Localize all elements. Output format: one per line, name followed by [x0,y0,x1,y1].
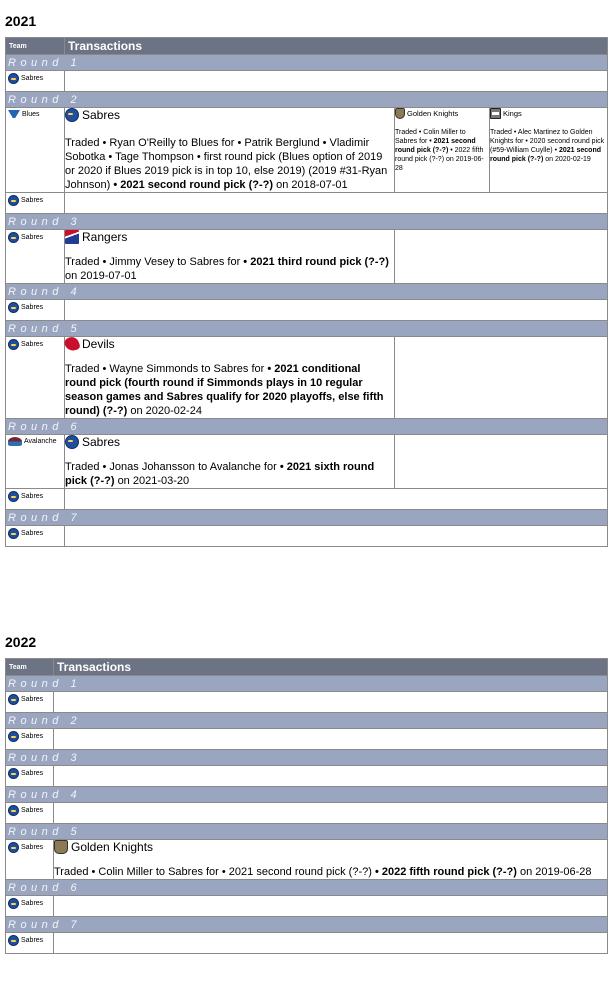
round-header [6,787,608,803]
round-header [6,824,608,840]
team-name: Sabres [21,197,44,204]
round-label: Round [8,714,63,727]
transactions-column-header: Transactions [65,38,608,55]
transaction-cell [65,108,395,193]
transaction-team: Devils [82,337,115,351]
sabres-logo-icon [8,491,19,502]
team-column-header: Team [6,659,54,676]
team-name: Sabres [21,341,44,348]
sabres-logo-icon [8,195,19,206]
transaction-pick: • 2022 fifth round pick (?-?) [374,866,517,878]
table-row [6,526,608,547]
table-row [6,71,608,92]
team-name: Sabres [21,844,44,851]
sabres-logo-icon [8,731,19,742]
transactions-table-2021 [5,37,608,547]
round-header [6,676,608,692]
transactions-table-2022 [5,658,608,954]
transaction-pick: • 2021 conditional round pick (fourth round if Simmonds plays in 10 regular season games and Sabres qualify for 2020 playoffs, else fifth round) (?-?) [65,363,384,417]
sabres-logo-icon [8,805,19,816]
round-header [6,92,608,108]
round-label: Round [8,93,63,106]
round-label: Round [8,322,63,335]
sabres-logo-icon [8,935,19,946]
round-header [6,321,608,337]
table-header [6,38,608,55]
transaction-pick: • 2021 third round pick (?-?) [243,256,389,268]
transactions-column-header: Transactions [54,659,608,676]
round-number: 4 [70,285,82,298]
transaction-text: Traded • Colin Miller to Sabres for • 2021 second round pick (?-?) [54,866,372,878]
sabres-logo-icon [65,435,79,449]
table-row [6,337,608,419]
table-row [6,803,608,824]
year-title-2021: 2021 [5,13,37,29]
transaction-date: on 2019-07-01 [65,270,137,282]
team-name: Sabres [21,75,44,82]
transaction-cell [65,435,395,489]
round-label: Round [8,285,63,298]
round-number: 2 [70,93,82,106]
golden-knights-logo-icon [54,840,68,854]
avalanche-logo-icon [8,437,22,446]
round-label: Round [8,511,63,524]
team-name: Sabres [21,770,44,777]
team-name: Sabres [21,530,44,537]
table-row [6,766,608,787]
team-name: Avalanche [24,438,57,445]
kings-logo-icon [490,108,501,119]
transaction-pick: • 2021 second round pick (?-?) [395,138,476,154]
sabres-logo-icon [8,302,19,313]
table-row [6,729,608,750]
sabres-logo-icon [8,898,19,909]
round-header [6,917,608,933]
sabres-logo-icon [8,694,19,705]
round-header [6,419,608,435]
transaction-date: on 2021-03-20 [117,475,190,487]
transaction-text: Traded • Wayne Simmonds to Sabres for [65,363,265,375]
team-name: Sabres [21,937,44,944]
transaction-pick: • 2021 second round pick (?-?) [113,179,274,191]
round-number: 7 [70,918,82,931]
table-header [6,659,608,676]
transaction-team: Sabres [82,108,121,122]
transaction-team: Golden Knights [407,109,459,118]
transaction-date: on 2020-02-19 [545,156,591,163]
round-header [6,750,608,766]
transaction-date: on 2019-06-28 [519,866,592,878]
round-number: 4 [70,788,82,801]
transaction-cell [490,108,608,193]
transaction-cell [54,840,608,880]
round-number: 5 [70,322,82,335]
transaction-team: Golden Knights [71,840,154,854]
sabres-logo-icon [8,768,19,779]
round-header [6,880,608,896]
team-column-header: Team [6,38,65,55]
team-name: Sabres [21,234,44,241]
round-label: Round [8,215,63,228]
transaction-pick: • 2021 sixth round pick (?-?) [65,461,375,487]
transaction-pick: 2021 second round pick (?-?) [490,147,602,163]
table-row [6,933,608,954]
golden-knights-logo-icon [395,108,405,119]
transaction-date: • 2022 fifth round pick (?-?) on 2019-06-28 [395,147,484,172]
transaction-cell [395,108,490,193]
sabres-logo-icon [8,73,19,84]
transaction-text: Traded • Jimmy Vesey to Sabres for [65,256,241,268]
round-number: 1 [70,677,82,690]
transaction-team: Sabres [82,435,121,449]
round-number: 3 [70,751,82,764]
transaction-text: Traded • Alec Martinez to Golden Knights for • 2020 second round pick (#59-William Cuylle) • [490,129,605,154]
sabres-logo-icon [8,528,19,539]
sabres-logo-icon [8,339,19,350]
transaction-date: on 2018-07-01 [276,179,348,191]
table-row [6,896,608,917]
round-label: Round [8,788,63,801]
round-number: 7 [70,511,82,524]
sabres-logo-icon [65,108,79,122]
round-number: 6 [70,881,82,894]
transaction-text: Traded • Ryan O'Reilly to Blues for • Patrik Berglund • Vladimir Sobotka • Tage Thompson • first round pick (Blues option of 2019 or 2020 if Blues 2019 pick is in top 10, else 2019) (2019 #31-Ryan Johnson) [65,137,388,191]
table-row [6,193,608,214]
round-header [6,713,608,729]
round-number: 6 [70,420,82,433]
transaction-text: Traded • Colin Miller to Sabres for [395,129,466,145]
round-label: Round [8,420,63,433]
blues-logo-icon [8,110,20,118]
transaction-text: Traded • Jonas Johansson to Avalanche for [65,461,277,473]
team-name: Sabres [21,733,44,740]
table-row [6,489,608,510]
sabres-logo-icon [8,232,19,243]
sabres-logo-icon [8,842,19,853]
team-name: Blues [22,110,40,118]
transaction-cell [65,337,395,419]
table-row [6,840,608,880]
round-number: 2 [70,714,82,727]
transaction-team: Kings [503,109,522,118]
round-label: Round [8,677,63,690]
round-header [6,55,608,71]
round-header [6,214,608,230]
table-row [6,300,608,321]
round-label: Round [8,825,63,838]
round-number: 1 [70,56,82,69]
round-label: Round [8,751,63,764]
round-label: Round [8,56,63,69]
transaction-team: Rangers [82,230,128,244]
transaction-date: on 2020-02-24 [130,405,202,417]
team-name: Sabres [21,696,44,703]
devils-logo-icon [63,335,81,353]
round-number: 5 [70,825,82,838]
round-header [6,284,608,300]
team-name: Sabres [21,493,44,500]
year-title-2022: 2022 [5,634,37,650]
team-name: Sabres [21,304,44,311]
team-name: Sabres [21,807,44,814]
table-row [6,692,608,713]
team-name: Sabres [21,900,44,907]
transaction-cell [65,230,395,284]
round-number: 3 [70,215,82,228]
table-row [6,435,608,489]
table-row [6,230,608,284]
round-label: Round [8,918,63,931]
table-row [6,108,608,193]
round-label: Round [8,881,63,894]
rangers-logo-icon [65,230,79,244]
round-header [6,510,608,526]
